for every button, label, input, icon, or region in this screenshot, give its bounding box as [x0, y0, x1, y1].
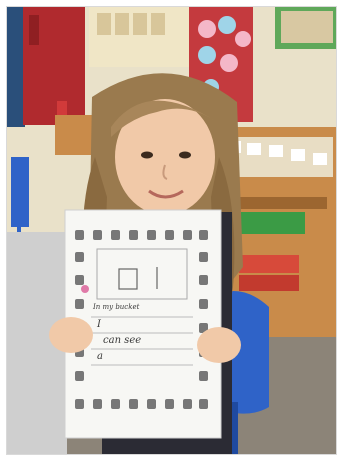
worksheet-line-1: I: [97, 319, 101, 330]
red-tray: [239, 255, 299, 273]
blue-chair-left: [11, 157, 29, 227]
right-hand: [197, 327, 241, 363]
classroom-photo: [7, 7, 337, 455]
worksheet-line-3: a: [97, 351, 103, 362]
worksheet-heading: In my bucket: [93, 303, 140, 311]
green-tray: [235, 212, 305, 234]
worksheet-line-2: can see: [103, 335, 142, 346]
photo-frame: [6, 6, 337, 455]
window: [7, 7, 25, 127]
left-hand: [49, 317, 93, 353]
